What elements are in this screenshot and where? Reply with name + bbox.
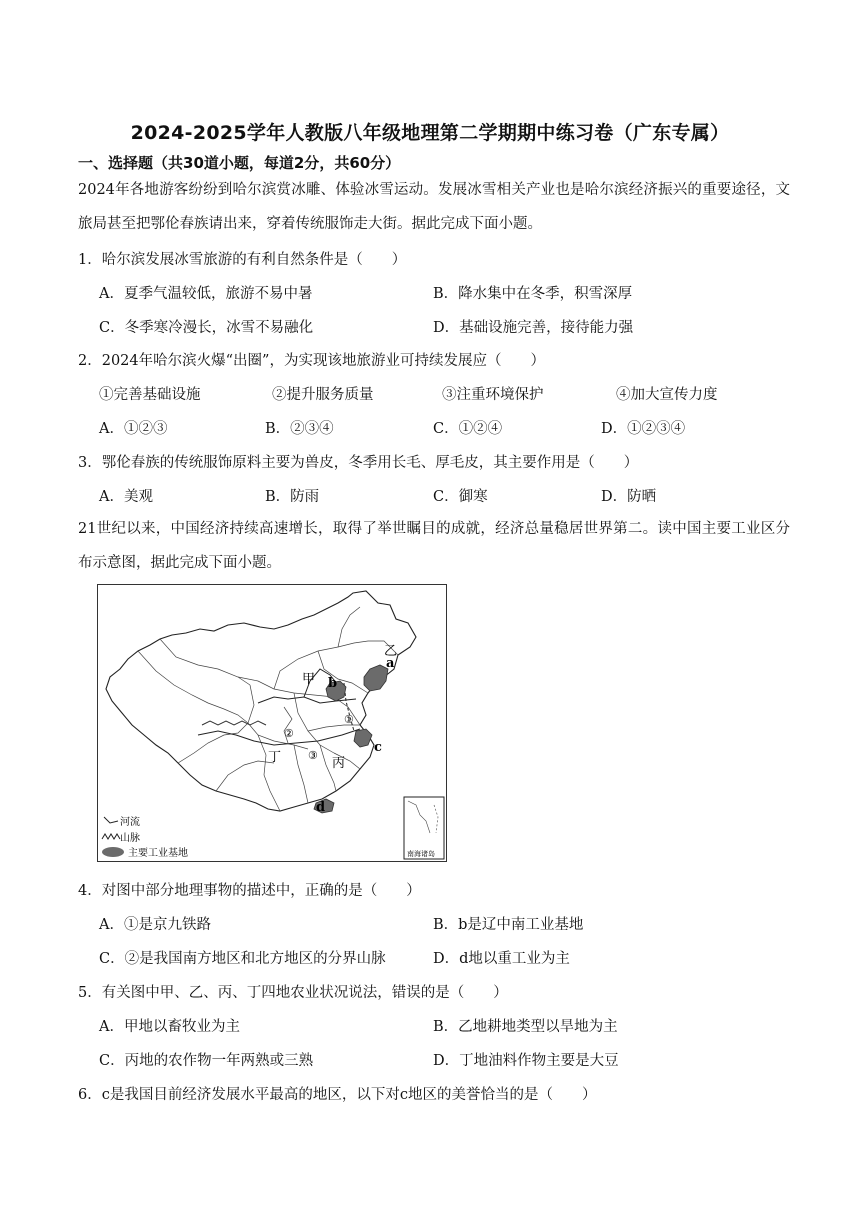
map-label-3: ③ bbox=[308, 749, 318, 762]
question-4-stem: 4．对图中部分地理事物的描述中，正确的是（ ） bbox=[78, 883, 421, 899]
question-2-item-4: ④加大宣传力度 bbox=[616, 387, 718, 403]
legend-base-symbol bbox=[102, 847, 124, 857]
question-1-stem: 1．哈尔滨发展冰雪旅游的有利自然条件是（ ） bbox=[78, 252, 407, 268]
map-label-bing: 丙 bbox=[332, 756, 346, 771]
question-2-item-2: ②提升服务质量 bbox=[272, 387, 374, 403]
china-industrial-map bbox=[97, 584, 447, 862]
legend-river-label: 河流 bbox=[120, 817, 140, 828]
question-2-option-c[interactable]: C．①②④ bbox=[433, 421, 503, 437]
question-5-option-b[interactable]: B．乙地耕地类型以旱地为主 bbox=[433, 1019, 618, 1035]
question-5-option-d[interactable]: D．丁地油料作物主要是大豆 bbox=[433, 1053, 619, 1069]
passage-1: 2024年各地游客纷纷到哈尔滨赏冰雕、体验冰雪运动。发展冰雪相关产业也是哈尔滨经济振兴的重要途径，文旅局甚至把鄂伦春族请出来，穿着传统服饰走大街。据此完成下面小题。 bbox=[78, 182, 790, 232]
question-3-option-a[interactable]: A．美观 bbox=[99, 489, 153, 505]
inset-caption: 南海诸岛 bbox=[407, 850, 435, 858]
question-2-option-b[interactable]: B．②③④ bbox=[265, 421, 334, 437]
legend-mountain-label: 山脉 bbox=[120, 833, 140, 844]
map-label-a: a bbox=[386, 656, 395, 671]
map-svg bbox=[98, 585, 445, 860]
map-legend bbox=[102, 815, 188, 859]
question-3-option-c[interactable]: C．御寒 bbox=[433, 489, 488, 505]
map-label-2: ② bbox=[284, 727, 294, 740]
question-6-stem: 6．c是我国目前经济发展水平最高的地区，以下对c地区的美誉恰当的是（ ） bbox=[78, 1087, 597, 1103]
map-label-ding: 丁 bbox=[268, 750, 282, 765]
question-3-stem: 3．鄂伦春族的传统服饰原料主要为兽皮，冬季用长毛、厚毛皮，其主要作用是（ ） bbox=[78, 455, 639, 471]
legend-mountain-symbol bbox=[102, 834, 120, 839]
question-4-option-a[interactable]: A．①是京九铁路 bbox=[99, 917, 211, 933]
question-3-option-d[interactable]: D．防晒 bbox=[601, 489, 657, 505]
question-4-option-b[interactable]: B．b是辽中南工业基地 bbox=[433, 917, 584, 933]
question-5-stem: 5．有关图中甲、乙、丙、丁四地农业状况说法，错误的是（ ） bbox=[78, 985, 508, 1001]
question-1-option-d[interactable]: D．基础设施完善，接待能力强 bbox=[433, 320, 634, 336]
question-1-option-a[interactable]: A．夏季气温较低，旅游不易中暑 bbox=[99, 286, 313, 302]
question-3-option-b[interactable]: B．防雨 bbox=[265, 489, 320, 505]
china-outline bbox=[106, 591, 416, 811]
map-label-1: ① bbox=[344, 713, 354, 726]
section-heading: 一、选择题（共30道小题，每道2分，共60分） bbox=[78, 154, 401, 172]
question-5-option-a[interactable]: A．甲地以畜牧业为主 bbox=[99, 1019, 240, 1035]
legend-base-label: 主要工业基地 bbox=[128, 848, 188, 859]
map-label-yi: 乙 bbox=[384, 644, 398, 659]
question-2-option-a[interactable]: A．①②③ bbox=[99, 421, 168, 437]
map-label-d: d bbox=[316, 800, 326, 815]
exam-title: 2024-2025学年人教版八年级地理第二学期期中练习卷（广东专属） bbox=[130, 122, 730, 144]
south-china-sea-inset bbox=[404, 797, 444, 859]
question-5-option-c[interactable]: C．丙地的农作物一年两熟或三熟 bbox=[99, 1053, 314, 1069]
question-1-option-b[interactable]: B．降水集中在冬季，积雪深厚 bbox=[433, 286, 633, 302]
map-label-b: b bbox=[328, 676, 338, 691]
question-2-item-3: ③注重环境保护 bbox=[442, 387, 544, 403]
question-2-stem: 2．2024年哈尔滨火爆“出圈”，为实现该地旅游业可持续发展应（ ） bbox=[78, 353, 545, 369]
question-1-option-c[interactable]: C．冬季寒冷漫长，冰雪不易融化 bbox=[99, 320, 314, 336]
question-4-option-d[interactable]: D．d地以重工业为主 bbox=[433, 951, 570, 967]
question-2-item-1: ①完善基础设施 bbox=[99, 387, 201, 403]
question-2-option-d[interactable]: D．①②③④ bbox=[601, 421, 686, 437]
map-label-jia: 甲 bbox=[302, 672, 316, 687]
legend-river-symbol bbox=[104, 817, 118, 823]
map-label-c: c bbox=[374, 740, 382, 755]
question-4-option-c[interactable]: C．②是我国南方地区和北方地区的分界山脉 bbox=[99, 951, 386, 967]
passage-2: 21世纪以来，中国经济持续高速增长，取得了举世瞩目的成就，经济总量稳居世界第二。读中国主要工业区分布示意图，据此完成下面小题。 bbox=[78, 521, 790, 571]
